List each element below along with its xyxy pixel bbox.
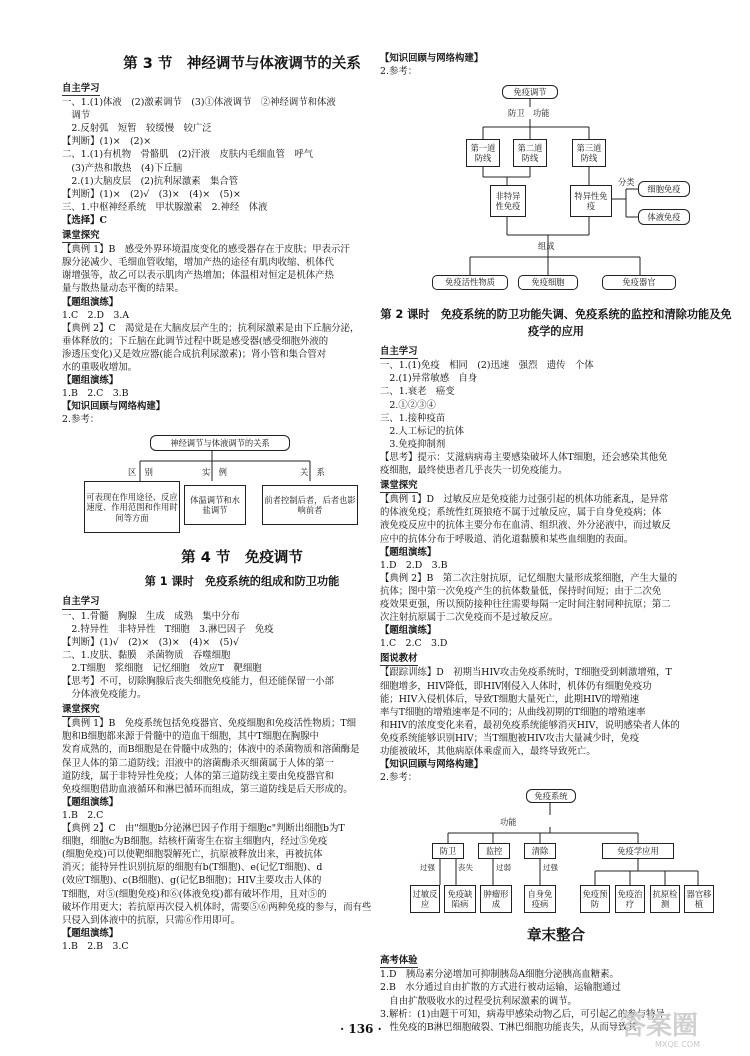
text-line: 【思考】提示：艾滋病病毒主要感染破坏人体T细胞，还会感染其他免 bbox=[380, 451, 668, 463]
section-heading-label: 课堂探究 bbox=[380, 479, 418, 493]
text-line: 【题组演练】 bbox=[62, 796, 119, 808]
diagram2-part-immune-organ: 免疫器官 bbox=[602, 275, 676, 290]
section-heading bbox=[380, 650, 732, 666]
text-line: 抗体；图中第一次免疫产生的抗体数量低，保持时间短；由于二次免 bbox=[380, 585, 662, 597]
left-text-block-1 bbox=[62, 80, 422, 426]
page-number: · 136 · bbox=[340, 1022, 382, 1036]
diagram2-line-3: 第三道防线 bbox=[572, 139, 606, 167]
diagram1-branch-diff: 区 别 bbox=[128, 467, 153, 478]
text-line: 【题组演练】 bbox=[62, 927, 119, 939]
text-line: 【判断】(1)× (2)× bbox=[62, 136, 152, 148]
text-line: 3.解析：(1)由题干可知，病毒甲感染动物乙后，可引起乙的参与特异 bbox=[380, 1008, 665, 1020]
diagram2-function-label: 防卫 功能 bbox=[508, 108, 550, 119]
right-column bbox=[380, 52, 732, 1034]
diagram2-specific: 特异性免疫 bbox=[570, 185, 612, 217]
diagram3-application: 免疫学应用 bbox=[602, 843, 674, 859]
text-line: 2.(1)大脑皮层 (2)抗利尿激素 集合管 bbox=[62, 175, 239, 187]
text-line: 水的重吸收增加。 bbox=[62, 361, 138, 373]
text-line: 免疫细胞借助血液循环和淋巴循环而组成，第三道防线是后天形成的。 bbox=[62, 783, 353, 795]
diagram3-defense: 防卫 bbox=[432, 843, 464, 859]
diagram1-branch-relation: 关 系 bbox=[300, 467, 325, 478]
section-heading-label: 自主学习 bbox=[62, 82, 100, 96]
text-line: 次注射抗原属于二次免疫而不是过敏反应。 bbox=[380, 612, 559, 624]
text-line: 功能被破坏，其他病原体乘虚而入，最终导致死亡。 bbox=[380, 746, 596, 757]
diagram3-edge-strong-2: 过强 bbox=[543, 863, 558, 873]
text-line: 【典例 2】B 第二次注射抗原，记忆细胞大量形成浆细胞，产生大量的 bbox=[380, 572, 678, 584]
diagram1-box-example: 体温调节和水盐调节 bbox=[184, 485, 246, 525]
text-line: 二、1.衰老 癌变 bbox=[380, 386, 455, 398]
text-line: 2.(1)异常敏感 自身 bbox=[380, 373, 478, 385]
text-line: 应中的抗体分布于呼吸道、消化道黏膜和某些血细胞的表面。 bbox=[380, 533, 634, 545]
section-title-4: 第 4 节 免疫调节 bbox=[181, 550, 303, 567]
text-line: 3.免疫抑制剂 bbox=[380, 438, 446, 450]
diagram3-edge-strong: 过强 bbox=[420, 863, 435, 873]
text-line: 【判断】(1)√ (2)× (3)× (4)× (5)√ bbox=[62, 636, 239, 648]
text-line: 2.反射弧 短暂 较缓慢 较广泛 bbox=[62, 123, 212, 135]
text-line: 1.C 2.C 3.D bbox=[380, 638, 448, 650]
text-line: (细胞免疫)可以使靶细胞裂解死亡，抗原被释放出来，再被抗体 bbox=[62, 849, 323, 861]
section-heading-label: 课堂探究 bbox=[62, 229, 100, 243]
diagram3-leaf-allergy: 过敏反应 bbox=[410, 885, 440, 913]
diagram1-root: 神经调节与体液调节的关系 bbox=[150, 435, 290, 451]
section-heading-label: 自主学习 bbox=[380, 345, 418, 359]
text-line: 2.参考： bbox=[62, 414, 100, 426]
diagram3-leaf-antigen-test: 抗原检测 bbox=[650, 885, 680, 913]
diagram2-classify-label: 分类 bbox=[618, 177, 635, 188]
section-heading bbox=[62, 701, 422, 717]
diagram3-leaf-tumor: 肿瘤形成 bbox=[480, 885, 512, 913]
lesson-title-2: 第 2 课时 免疫系统的防卫功能失调、免疫系统的监控和清除功能及免疫学的应用 bbox=[380, 308, 732, 339]
text-line: 【题组演练】 bbox=[380, 625, 437, 637]
diagram-neuro-humoral bbox=[62, 429, 422, 567]
text-line: 【跟踪训练】D 初期当HIV攻击免疫系统时，T细胞受到刺激增殖，T bbox=[380, 667, 672, 679]
diagram2-line-2: 第二道防线 bbox=[513, 139, 547, 167]
text-line: 【典例 1】B 免疫系统包括免疫器官、免疫细胞和免疫活性物质；T细 bbox=[62, 718, 356, 730]
text-line: 2.B 水分通过自由扩散的方式进行被动运输，运输胞通过 bbox=[380, 982, 621, 994]
text-line: 2.T细胞 浆细胞 记忆细胞 效应T 靶细胞 bbox=[62, 662, 262, 674]
text-line: 能；HIV入侵机体后，导致T细胞大量死亡，此期HIV的增殖速 bbox=[380, 693, 640, 705]
text-line: 1.D 胰岛素分泌增加可抑制胰岛A细胞分泌胰高血糖素。 bbox=[380, 969, 619, 981]
text-line: 疫效果更强，所以预防接种往往需要每隔一定时间注射同种抗原；第二 bbox=[380, 598, 671, 610]
text-line: 破坏作用更大；若抗原再次侵入机体时，需要⑤⑥两种免疫的参与，而有些 bbox=[62, 901, 372, 913]
text-line: 发育成熟的，而B细胞是在骨髓中成熟的；体液中的杀菌物质和溶菌酶是 bbox=[62, 744, 360, 756]
text-line: 【知识回顾与网络构建】 bbox=[380, 53, 484, 64]
diagram1-box-diff: 可表现在作用途径、反应速度、作用范围和作用时间等方面 bbox=[84, 481, 180, 533]
text-line: 【思考】不可，切除胸腺后丧失细胞免疫能力，但还能保留一小部 bbox=[62, 676, 334, 687]
diagram3-clear: 清除 bbox=[524, 843, 556, 859]
text-line: 调节 bbox=[62, 110, 91, 122]
text-line: 消灭；能特异性识别抗原的细胞有b(T细胞)、e(记忆T细胞)、d bbox=[62, 862, 323, 874]
text-line: 腺分泌减少、毛细血管收缩，增加产热的途径有肌肉收缩、机体代 bbox=[62, 257, 334, 269]
section-heading bbox=[380, 343, 732, 359]
text-line: 和HIV的浓度变化来看，最初免疫系统能够消灭HIV，说明感染者人体的 bbox=[380, 719, 680, 731]
diagram2-cell-immunity: 细胞免疫 bbox=[638, 181, 690, 197]
diagram2-compose-label: 组成 bbox=[538, 241, 555, 252]
section-heading-label: 图说教材 bbox=[380, 652, 418, 666]
text-line: 1.D 2.D 3.B bbox=[380, 559, 448, 571]
diagram2-part-active-substance: 免疫活性物质 bbox=[432, 275, 508, 290]
right-text-block-1 bbox=[380, 343, 732, 784]
diagram3-leaf-autoimmune: 自身免疫病 bbox=[524, 885, 556, 913]
text-line: 【判断】(1)× (2)√ (3)× (4)× (5)× bbox=[62, 188, 241, 200]
diagram-immune-regulation bbox=[380, 81, 732, 303]
text-line: 【知识回顾与网络构建】 bbox=[380, 759, 484, 771]
text-line: 胞和B细胞都来源于骨髓中的造血干细胞，其中T细胞在胸腺中 bbox=[62, 731, 319, 743]
text-line: 率与T细胞的增殖速率是不同的；从曲线初期的T细胞的增殖速率 bbox=[380, 706, 646, 718]
text-line: 【典例 2】C 由"细胞b分泌淋巴因子作用于细胞c"判断出细胞b为T bbox=[62, 823, 345, 835]
text-line: 细胞增多，HIV降低，即HIV刚侵入人体时，机体仍有细胞免疫功 bbox=[380, 680, 652, 692]
diagram2-humoral-immunity: 体液免疫 bbox=[638, 209, 690, 225]
text-line: 液免疫反应中的抗体主要分布在血清、组织液、外分泌液中，而过敏反 bbox=[380, 520, 671, 532]
text-line: 二、1.皮肤、黏膜 杀菌物质 吞噬细胞 bbox=[62, 649, 231, 661]
diagram3-leaf-prevention: 免疫预防 bbox=[580, 885, 610, 913]
diagram2-line-1: 第一道防线 bbox=[466, 139, 500, 167]
text-line: 渗透压变化)又是效应器(能合成抗利尿激素)；肾小管和集合管对 bbox=[62, 348, 327, 360]
section-heading-label: 高考体验 bbox=[380, 954, 418, 968]
text-line: 【典例 1】D 过敏反应是免疫能力过强引起的机体功能紊乱，是异常 bbox=[380, 494, 669, 506]
diagram3-leaf-immunodeficiency: 免疫缺陷病 bbox=[444, 885, 476, 913]
text-line: 1.B 2.B 3.C bbox=[62, 940, 129, 952]
text-line: 【选择】C bbox=[62, 214, 107, 226]
text-line: 量与散热量动态平衡的结果。 bbox=[62, 283, 184, 295]
right-text-head bbox=[380, 52, 732, 78]
text-line: 三、1.中枢神经系统 甲状腺激素 2.神经 体液 bbox=[62, 201, 268, 213]
lesson-title-1: 第 1 课时 免疫系统的组成和防卫功能 bbox=[144, 575, 340, 589]
diagram3-edge-weak: 过弱 bbox=[496, 863, 511, 873]
watermark-url: MXQE.COM bbox=[655, 1040, 701, 1049]
text-line: 分体液免疫能力。 bbox=[62, 689, 147, 701]
diagram3-leaf-therapy: 免疫治疗 bbox=[615, 885, 645, 913]
text-line: 的体液免疫；系统性红斑狼疮不属于过敏反应，属于自身免疫病；体 bbox=[380, 507, 662, 519]
section-heading-label: 自主学习 bbox=[62, 595, 100, 609]
text-line: 一、1.(1)免疫 相同 (2)迅速 强烈 遗传 个体 bbox=[380, 360, 594, 372]
section-heading bbox=[380, 952, 732, 968]
text-line: 【典例 2】C 渴觉是在大脑皮层产生的；抗利尿激素是由下丘脑分泌， bbox=[62, 322, 360, 334]
section-heading bbox=[62, 593, 422, 609]
text-line: 疫细胞，最终使患者几乎丧失一切免疫能力。 bbox=[380, 465, 568, 477]
text-line: 2.特异性 非特异性 T细胞 3.淋巴因子 免疫 bbox=[62, 623, 274, 635]
text-line: 保卫人体的第二道防线；泪液中的溶菌酶杀灭细菌属于人体的第一 bbox=[62, 757, 334, 769]
text-line: (效应T细胞)、c(B细胞)、g(记忆B细胞)；HIV主要攻击人体的 bbox=[62, 875, 322, 887]
diagram1-branch-example: 实 例 bbox=[202, 467, 227, 478]
text-line: 自由扩散吸收水的过程受抗利尿激素的调节。 bbox=[380, 995, 577, 1007]
diagram3-function-label: 功能 bbox=[500, 817, 517, 828]
chapter-summary-title: 章末整合 bbox=[527, 928, 585, 945]
text-line: 一、1.(1)体液 (2)激素调节 (3)①体液调节 ②神经调节和体液 bbox=[62, 97, 336, 109]
section-heading bbox=[380, 477, 732, 493]
watermark-logo: 答案圈 bbox=[620, 1011, 699, 1041]
text-line: 2.参考： bbox=[380, 66, 418, 78]
text-line: 【题组演练】 bbox=[62, 375, 119, 387]
section-heading-label: 课堂探究 bbox=[62, 703, 100, 717]
left-text-block-2 bbox=[62, 593, 422, 953]
text-line: 【知识回顾与网络构建】 bbox=[62, 401, 166, 413]
text-line: T细胞，对⑤(细胞免疫)和⑥(体液免疫)都有破坏作用，且对⑤的 bbox=[62, 888, 327, 900]
text-line: 免疫系统能够识别HIV；当T细胞被HIV攻击大量减少时，免疫 bbox=[380, 732, 640, 744]
text-line: 垂体释放的；下丘脑在此调节过程中既是感受器(感受细胞外液的 bbox=[62, 335, 329, 347]
text-line: 二、1.(1)有机物 骨骼肌 (2)汗液 皮肤内毛细血管 呼气 bbox=[62, 149, 314, 161]
text-line: 1.C 2.D 3.A bbox=[62, 309, 130, 321]
text-line: 道防线，属于非特异性免疫；人体的第三道防线主要由免疫器官和 bbox=[62, 770, 334, 782]
text-line: 2.人工标记的抗体 bbox=[380, 425, 464, 437]
text-line: 1.B 2.C bbox=[62, 809, 104, 821]
diagram3-monitor: 监控 bbox=[478, 843, 510, 859]
text-line: 【题组演练】 bbox=[380, 546, 437, 558]
diagram2-part-immune-cell: 免疫细胞 bbox=[518, 275, 578, 290]
diagram2-root: 免疫调节 bbox=[502, 85, 558, 99]
diagram3-edge-lost: 丧失 bbox=[458, 863, 473, 873]
text-line: 2.参考： bbox=[380, 772, 418, 784]
text-line: 性免疫的B淋巴细胞破裂、T淋巴细胞功能丧失，从而导致其 bbox=[380, 1021, 637, 1033]
section-heading bbox=[62, 80, 422, 96]
diagram-immune-system bbox=[380, 787, 732, 937]
text-line: (3)产热和散热 (4)下丘脑 bbox=[62, 162, 183, 174]
text-line: 一、1.骨髓 胸腺 生成 成熟 集中分布 bbox=[62, 610, 240, 622]
text-line: 细胞，细胞c为B细胞。结核杆菌寄生在宿主细胞内，经过⑤免疫 bbox=[62, 836, 328, 848]
text-line: 只侵入到体液中的抗原，只需⑥作用即可。 bbox=[62, 914, 241, 926]
text-line: 1.B 2.C 3.B bbox=[62, 388, 129, 400]
section-heading bbox=[62, 227, 422, 243]
text-line: 三、1.接种疫苗 bbox=[380, 412, 446, 424]
diagram3-leaf-transplant: 器官移植 bbox=[684, 885, 714, 913]
text-line: 【题组演练】 bbox=[62, 296, 119, 308]
text-line: 2.①②③④ bbox=[380, 399, 436, 411]
diagram1-box-relation: 前者控制后者，后者也影响前者 bbox=[262, 485, 358, 525]
text-line: 【典例 1】B 感受外界环境温度变化的感受器存在于皮肤；甲表示汗 bbox=[62, 244, 350, 256]
section-title-3: 第 3 节 神经调节与体液调节的关系 bbox=[123, 56, 361, 72]
diagram2-nonspecific: 非特异性免疫 bbox=[490, 185, 526, 217]
text-line: 谢增强等，故乙可以表示肌肉产热增加；体温相对恒定是机体产热 bbox=[62, 270, 334, 282]
diagram3-root: 免疫系统 bbox=[526, 789, 576, 803]
left-column bbox=[62, 52, 422, 953]
